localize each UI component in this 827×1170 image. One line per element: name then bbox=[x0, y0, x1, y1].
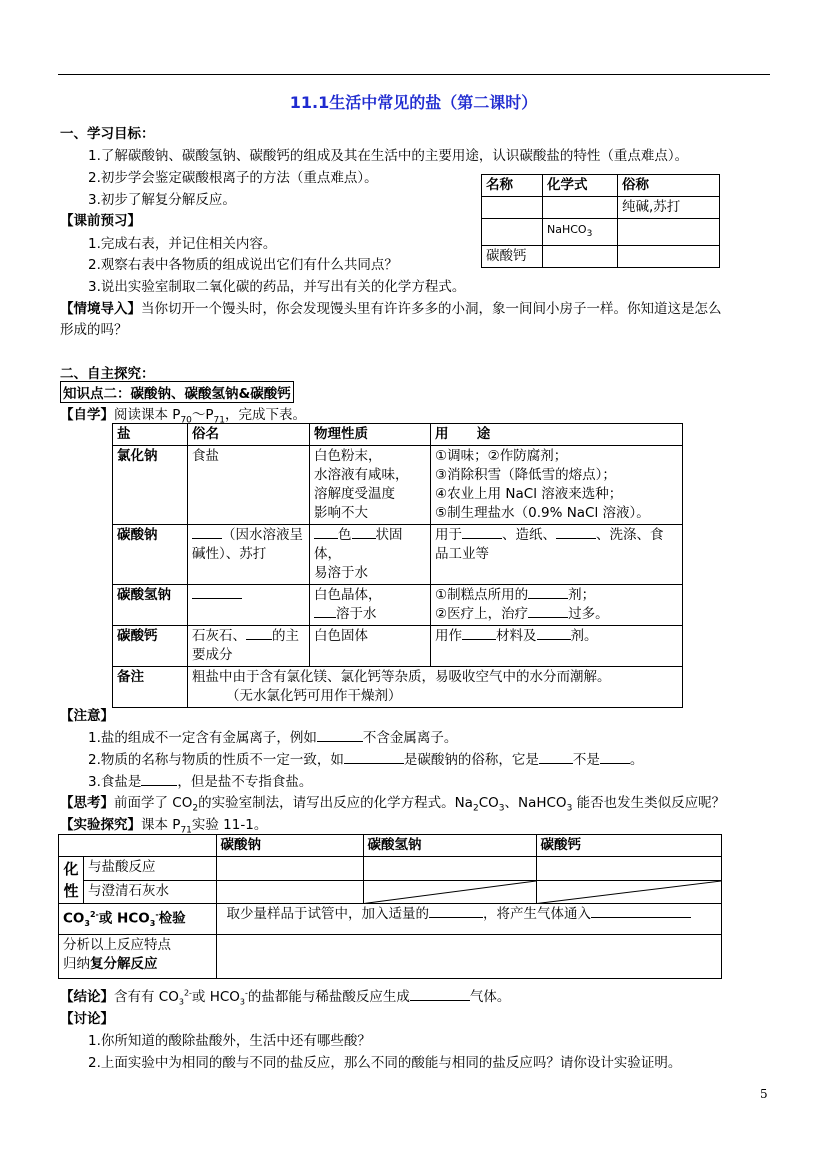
analyze-label: 分析以上反应特点 归纳复分解反应 bbox=[59, 935, 217, 979]
preview-heading: 【课前预习】 bbox=[60, 213, 141, 229]
carbonate-test-text: 取少量样品于试管中，加入适量的 ，将产生气体通入 bbox=[216, 904, 721, 935]
page-number: 5 bbox=[760, 1087, 768, 1101]
page-title: 11.1生活中常见的盐（第二课时） bbox=[289, 93, 538, 112]
salt-name: 碳酸钠 bbox=[113, 525, 188, 585]
small-table-cell: 纯碱,苏打 bbox=[618, 197, 720, 219]
note-text: 粗盐中由于含有氯化镁、氯化钙等杂质，易吸收空气中的水分而潮解。 （无水氯化钙可用作干燥剂） bbox=[188, 667, 683, 708]
row-limewater-label: 与澄清石灰水 bbox=[84, 880, 217, 904]
discussion-2: 2.上面实验中为相同的酸与不同的盐反应，那么不同的酸能与相同的盐反应吗？请你设计实验证明。 bbox=[88, 1055, 682, 1071]
intro-paragraph: 【情境导入】当你切开一个馒头时，你会发现馒头里有许许多多的小洞，象一间间小房子一样。你知道这是怎么 bbox=[60, 301, 722, 317]
small-table-cell bbox=[482, 197, 543, 219]
small-table-cell bbox=[482, 219, 543, 246]
experiment-paragraph: 【实验探究】课本 $P_{71}$实验 11-1。 bbox=[60, 817, 268, 836]
section-heading-goals: 一、学习目标： bbox=[60, 126, 155, 142]
analyze-answer bbox=[216, 935, 721, 979]
goal-2: 2.初步学会鉴定碳酸根离子的方法（重点难点）。 bbox=[88, 170, 378, 186]
exp-cell bbox=[536, 857, 721, 881]
exp-cell bbox=[363, 857, 536, 881]
preview-1: 1.完成右表，并记住相关内容。 bbox=[88, 236, 277, 252]
salt-physical: 白色晶体， 溶于水 bbox=[310, 585, 431, 626]
salt-physical: 白色粉末， 水溶液有咸味， 溶解度受温度 影响不大 bbox=[310, 446, 431, 525]
exp-table-header: 碳酸钙 bbox=[536, 835, 721, 857]
notice-3: 3.食盐是 ，但是盐不专指食盐。 bbox=[88, 774, 313, 790]
salt-physical: 白色固体 bbox=[310, 626, 431, 667]
small-salt-table bbox=[481, 174, 720, 268]
preview-3: 3.说出实验室制取二氧化碳的药品，并写出有关的化学方程式。 bbox=[88, 279, 466, 295]
salt-table-header: 用 途 bbox=[431, 424, 683, 446]
exp-table-header: 碳酸氢钠 bbox=[363, 835, 536, 857]
conclusion: 【结论】含有有 $CO_3^{2-}$或 $HCO_3^-$的盐都能与稀盐酸反应生成 气体。 bbox=[60, 988, 511, 1007]
salt-uses: ①制糕点所用的 剂； ②医疗上，治疗 过多。 bbox=[431, 585, 683, 626]
salt-uses: ①调味；②作防腐剂； ③消除积雪（降低雪的熔点）； ④农业上用 NaCl 溶液来选种； ⑤制生理盐水（0.9% NaCl 溶液）。 bbox=[431, 446, 683, 525]
chem-property-label: 化 性 bbox=[59, 857, 84, 904]
self-study: 【自学】阅读课本 $P_{70}\sim P_{71}$，完成下表。 bbox=[60, 407, 306, 426]
notice-1: 1.盐的组成不一定含有金属离子，例如 不含金属离子。 bbox=[88, 730, 458, 746]
salt-table-header: 盐 bbox=[113, 424, 188, 446]
goal-1: 1.了解碳酸钠、碳酸氢钠、碳酸钙的组成及其在生活中的主要用途，认识碳酸盐的特性（重点难点）。 bbox=[88, 148, 689, 164]
preview-2: 2.观察右表中各物质的组成说出它们有什么共同点？ bbox=[88, 257, 398, 273]
small-table-header: 俗称 bbox=[618, 175, 720, 197]
salt-alias: 食盐 bbox=[188, 446, 310, 525]
notice-heading: 【注意】 bbox=[60, 708, 114, 724]
think-paragraph: 【思考】前面学了 $CO_2$的实验室制法，请写出反应的化学方程式。$Na_2CO_3$、NaHCO$_3$ 能否也发生类似反应呢？ bbox=[60, 795, 726, 814]
exp-cell-crossed bbox=[363, 880, 536, 904]
small-table-cell bbox=[543, 246, 618, 268]
goal-3: 3.初步了解复分解反应。 bbox=[88, 192, 236, 208]
exp-cell bbox=[216, 880, 363, 904]
knowledge-point: 知识点二：碳酸钠、碳酸氢钠&碳酸钙 bbox=[60, 381, 294, 403]
salt-alias: 石灰石、 的主 要成分 bbox=[188, 626, 310, 667]
salt-table bbox=[112, 423, 683, 708]
exp-table-header: 碳酸钠 bbox=[216, 835, 363, 857]
salt-table-header: 物理性质 bbox=[310, 424, 431, 446]
intro-paragraph-cont: 形成的吗？ bbox=[60, 322, 128, 338]
small-table-header: 名称 bbox=[482, 175, 543, 197]
carbonate-test-label: $CO_3^{2-}$或 $HCO_3^-$检验 bbox=[59, 904, 217, 935]
small-table-header: 化学式 bbox=[543, 175, 618, 197]
exp-cell-crossed bbox=[536, 880, 721, 904]
small-table-cell: 碳酸钙 bbox=[482, 246, 543, 268]
header-rule bbox=[58, 74, 770, 75]
salt-name: 氯化钠 bbox=[113, 446, 188, 525]
small-table-cell bbox=[543, 197, 618, 219]
small-table-cell bbox=[618, 219, 720, 246]
exp-cell bbox=[216, 857, 363, 881]
salt-alias bbox=[188, 585, 310, 626]
exp-table-corner bbox=[59, 835, 217, 857]
small-table-cell bbox=[618, 246, 720, 268]
experiment-table bbox=[58, 834, 722, 979]
notice-2: 2.物质的名称与物质的性质不一定一致，如 是碳酸钠的俗称，它是 不是 。 bbox=[88, 752, 644, 768]
salt-uses: 用作 材料及 剂。 bbox=[431, 626, 683, 667]
salt-table-header: 俗名 bbox=[188, 424, 310, 446]
section-heading-explore: 二、自主探究： bbox=[60, 366, 155, 382]
note-label: 备注 bbox=[113, 667, 188, 708]
salt-alias: （因水溶液呈 碱性）、苏打 bbox=[188, 525, 310, 585]
discussion-1: 1.你所知道的酸除盐酸外，生活中还有哪些酸？ bbox=[88, 1033, 371, 1049]
small-table-cell: NaHCO$_3$ bbox=[543, 219, 618, 246]
salt-physical: 色 状固体， 易溶于水 bbox=[310, 525, 431, 585]
row-hcl-label: 与盐酸反应 bbox=[84, 857, 217, 881]
salt-name: 碳酸钙 bbox=[113, 626, 188, 667]
salt-uses: 用于 、造纸、 、洗涤、食 品工业等 bbox=[431, 525, 683, 585]
salt-name: 碳酸氢钠 bbox=[113, 585, 188, 626]
discussion-heading: 【讨论】 bbox=[60, 1011, 114, 1027]
